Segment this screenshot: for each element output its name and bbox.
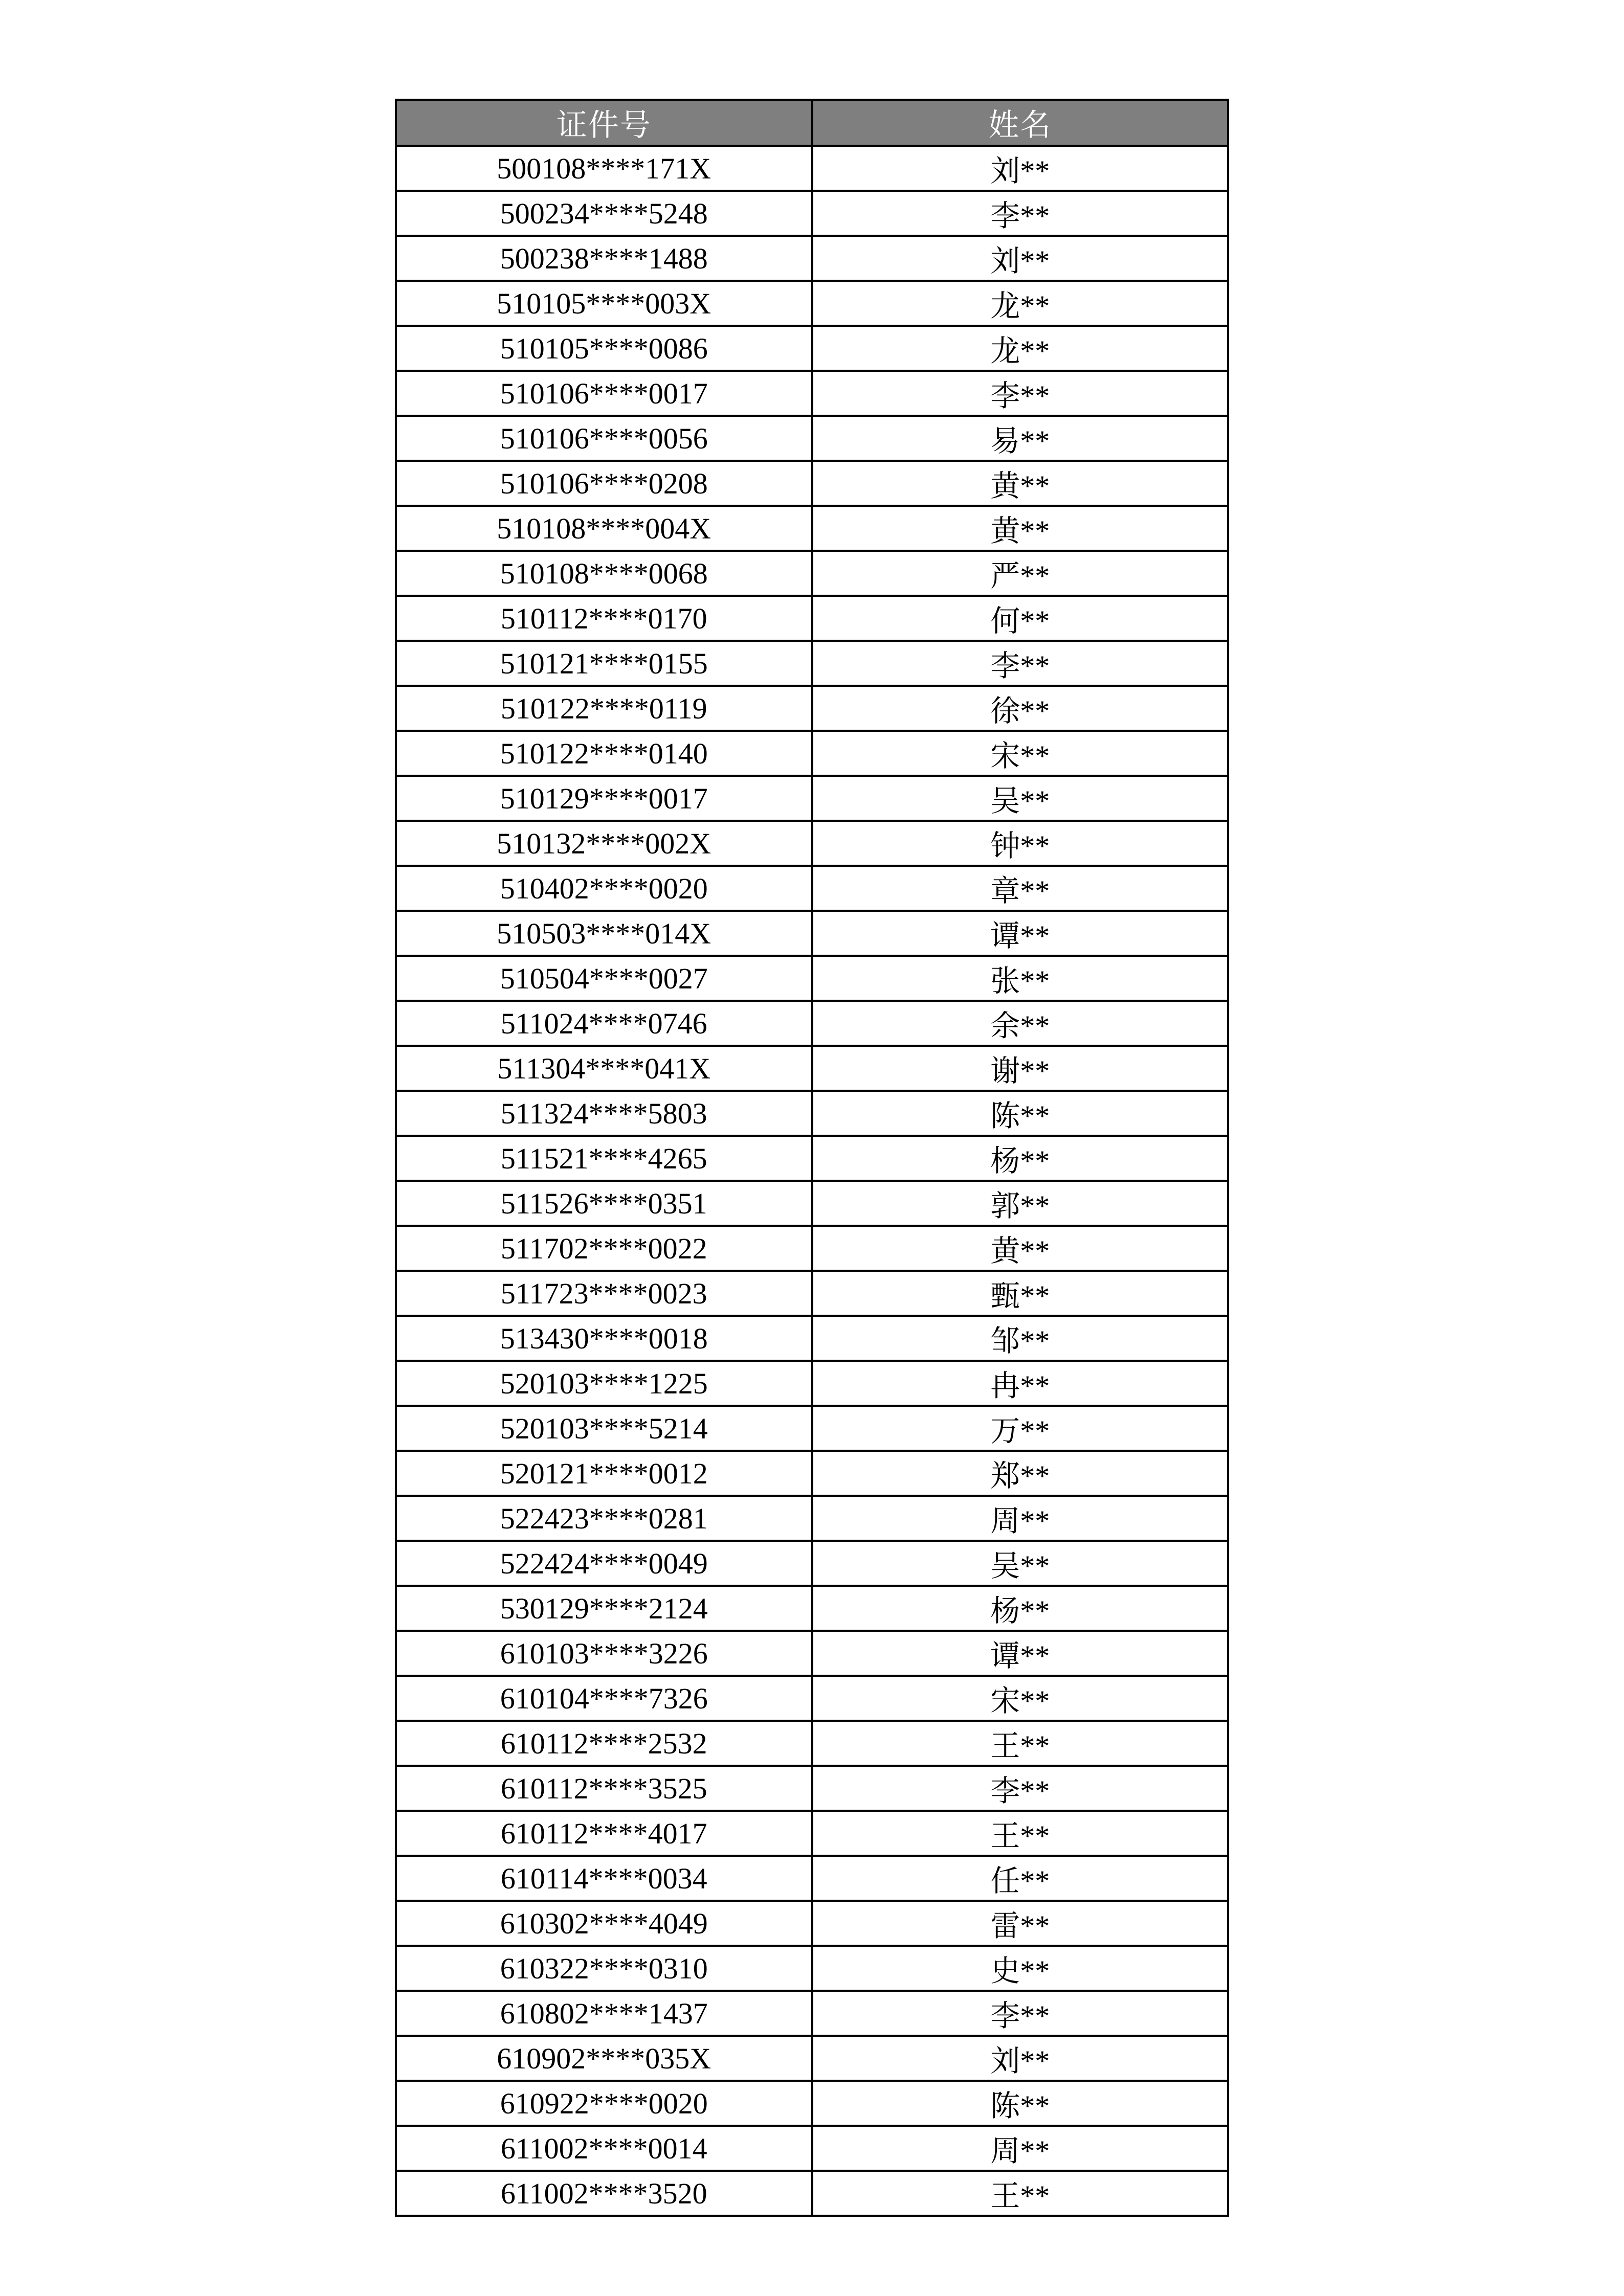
id-number-cell: 610104****7326 <box>396 1676 812 1721</box>
name-cell: 黄** <box>812 506 1229 551</box>
id-number-cell: 510105****0086 <box>396 326 812 371</box>
id-number-cell: 513430****0018 <box>396 1316 812 1361</box>
name-cell: 李** <box>812 1991 1229 2036</box>
name-cell: 严** <box>812 551 1229 596</box>
name-cell: 龙** <box>812 281 1229 326</box>
id-number-cell: 610112****3525 <box>396 1766 812 1811</box>
table-row <box>396 911 1228 956</box>
table-row <box>396 1451 1228 1496</box>
id-number-cell: 610112****4017 <box>396 1811 812 1856</box>
name-cell: 史** <box>812 1946 1229 1991</box>
id-number-cell: 510132****002X <box>396 821 812 866</box>
name-cell: 李** <box>812 371 1229 416</box>
id-number-cell: 510122****0140 <box>396 731 812 776</box>
id-number-cell: 611002****0014 <box>396 2126 812 2171</box>
id-number-cell: 500108****171X <box>396 146 812 191</box>
header-cell-id-number: 证件号 <box>396 100 812 146</box>
id-number-cell: 500238****1488 <box>396 236 812 281</box>
name-cell: 吴** <box>812 1541 1229 1586</box>
id-number-cell: 500234****5248 <box>396 191 812 236</box>
table-row <box>396 1226 1228 1271</box>
name-cell: 余** <box>812 1001 1229 1046</box>
id-number-cell: 510402****0020 <box>396 866 812 911</box>
table-row <box>396 1496 1228 1541</box>
id-number-cell: 511024****0746 <box>396 1001 812 1046</box>
name-cell: 龙** <box>812 326 1229 371</box>
name-cell: 李** <box>812 191 1229 236</box>
id-number-cell: 610114****0034 <box>396 1856 812 1901</box>
id-number-cell: 610103****3226 <box>396 1631 812 1676</box>
table-row <box>396 596 1228 641</box>
table-row <box>396 1721 1228 1766</box>
name-cell: 王** <box>812 1721 1229 1766</box>
id-number-cell: 511526****0351 <box>396 1181 812 1226</box>
id-number-cell: 610322****0310 <box>396 1946 812 1991</box>
name-cell: 李** <box>812 641 1229 686</box>
table-row <box>396 686 1228 731</box>
name-cell: 张** <box>812 956 1229 1001</box>
name-cell: 何** <box>812 596 1229 641</box>
name-cell: 王** <box>812 1811 1229 1856</box>
table-row <box>396 1856 1228 1901</box>
table-row <box>396 146 1228 191</box>
name-cell: 谭** <box>812 911 1229 956</box>
name-cell: 杨** <box>812 1586 1229 1631</box>
id-number-cell: 610112****2532 <box>396 1721 812 1766</box>
id-number-cell: 610802****1437 <box>396 1991 812 2036</box>
id-number-cell: 511723****0023 <box>396 1271 812 1316</box>
table-row <box>396 2126 1228 2171</box>
id-number-cell: 520103****5214 <box>396 1406 812 1451</box>
table-row <box>396 1676 1228 1721</box>
name-cell: 陈** <box>812 1091 1229 1136</box>
id-number-cell: 511702****0022 <box>396 1226 812 1271</box>
table-row <box>396 461 1228 506</box>
table-row <box>396 1901 1228 1946</box>
table-body <box>396 146 1228 2216</box>
id-number-cell: 511324****5803 <box>396 1091 812 1136</box>
header-cell-name: 姓名 <box>812 100 1229 146</box>
name-cell: 任** <box>812 1856 1229 1901</box>
name-cell: 黄** <box>812 1226 1229 1271</box>
name-cell: 宋** <box>812 731 1229 776</box>
table-row <box>396 281 1228 326</box>
id-name-table <box>395 99 1229 2217</box>
table-row <box>396 191 1228 236</box>
name-cell: 甄** <box>812 1271 1229 1316</box>
id-number-cell: 522424****0049 <box>396 1541 812 1586</box>
id-number-cell: 611002****3520 <box>396 2171 812 2216</box>
name-cell: 刘** <box>812 2036 1229 2081</box>
table-row <box>396 1946 1228 1991</box>
table-row <box>396 1991 1228 2036</box>
id-number-cell: 510112****0170 <box>396 596 812 641</box>
table-row <box>396 641 1228 686</box>
id-number-cell: 530129****2124 <box>396 1586 812 1631</box>
table-row <box>396 326 1228 371</box>
table-row <box>396 2036 1228 2081</box>
id-number-cell: 510108****0068 <box>396 551 812 596</box>
name-cell: 杨** <box>812 1136 1229 1181</box>
table-row <box>396 2171 1228 2216</box>
name-cell: 李** <box>812 1766 1229 1811</box>
table-row <box>396 866 1228 911</box>
table-row <box>396 551 1228 596</box>
table-row <box>396 776 1228 821</box>
id-number-cell: 510121****0155 <box>396 641 812 686</box>
name-cell: 周** <box>812 2126 1229 2171</box>
name-cell: 雷** <box>812 1901 1229 1946</box>
name-cell: 郭** <box>812 1181 1229 1226</box>
id-number-cell: 511304****041X <box>396 1046 812 1091</box>
table-row <box>396 416 1228 461</box>
name-cell: 冉** <box>812 1361 1229 1406</box>
table-row <box>396 1406 1228 1451</box>
table-row <box>396 1361 1228 1406</box>
table-row <box>396 1316 1228 1361</box>
id-number-cell: 610302****4049 <box>396 1901 812 1946</box>
table-row <box>396 1046 1228 1091</box>
name-cell: 钟** <box>812 821 1229 866</box>
name-cell: 郑** <box>812 1451 1229 1496</box>
table-row <box>396 1631 1228 1676</box>
name-cell: 刘** <box>812 146 1229 191</box>
id-number-cell: 510503****014X <box>396 911 812 956</box>
id-number-cell: 510106****0208 <box>396 461 812 506</box>
id-number-cell: 610902****035X <box>396 2036 812 2081</box>
id-number-cell: 510106****0017 <box>396 371 812 416</box>
id-number-cell: 511521****4265 <box>396 1136 812 1181</box>
table-row <box>396 371 1228 416</box>
name-cell: 徐** <box>812 686 1229 731</box>
table-row <box>396 1001 1228 1046</box>
table-row <box>396 1541 1228 1586</box>
id-number-cell: 510105****003X <box>396 281 812 326</box>
table-row <box>396 2081 1228 2126</box>
name-cell: 万** <box>812 1406 1229 1451</box>
name-cell: 易** <box>812 416 1229 461</box>
table-row <box>396 1136 1228 1181</box>
id-number-cell: 520121****0012 <box>396 1451 812 1496</box>
name-cell: 谭** <box>812 1631 1229 1676</box>
id-number-cell: 510108****004X <box>396 506 812 551</box>
name-cell: 周** <box>812 1496 1229 1541</box>
name-cell: 陈** <box>812 2081 1229 2126</box>
id-number-cell: 510129****0017 <box>396 776 812 821</box>
name-cell: 刘** <box>812 236 1229 281</box>
name-cell: 王** <box>812 2171 1229 2216</box>
table-row <box>396 1586 1228 1631</box>
id-number-cell: 522423****0281 <box>396 1496 812 1541</box>
name-cell: 宋** <box>812 1676 1229 1721</box>
table-row <box>396 236 1228 281</box>
id-number-cell: 610922****0020 <box>396 2081 812 2126</box>
table-row <box>396 821 1228 866</box>
name-cell: 邹** <box>812 1316 1229 1361</box>
id-number-cell: 510122****0119 <box>396 686 812 731</box>
table-row <box>396 1811 1228 1856</box>
table-row <box>396 1091 1228 1136</box>
table-row <box>396 731 1228 776</box>
table-row <box>396 1271 1228 1316</box>
id-number-cell: 510504****0027 <box>396 956 812 1001</box>
id-number-cell: 520103****1225 <box>396 1361 812 1406</box>
name-cell: 吴** <box>812 776 1229 821</box>
header-row <box>396 100 1228 146</box>
table-row <box>396 506 1228 551</box>
name-cell: 章** <box>812 866 1229 911</box>
table-row <box>396 956 1228 1001</box>
table-row <box>396 1181 1228 1226</box>
name-cell: 谢** <box>812 1046 1229 1091</box>
name-cell: 黄** <box>812 461 1229 506</box>
table-row <box>396 1766 1228 1811</box>
id-number-cell: 510106****0056 <box>396 416 812 461</box>
